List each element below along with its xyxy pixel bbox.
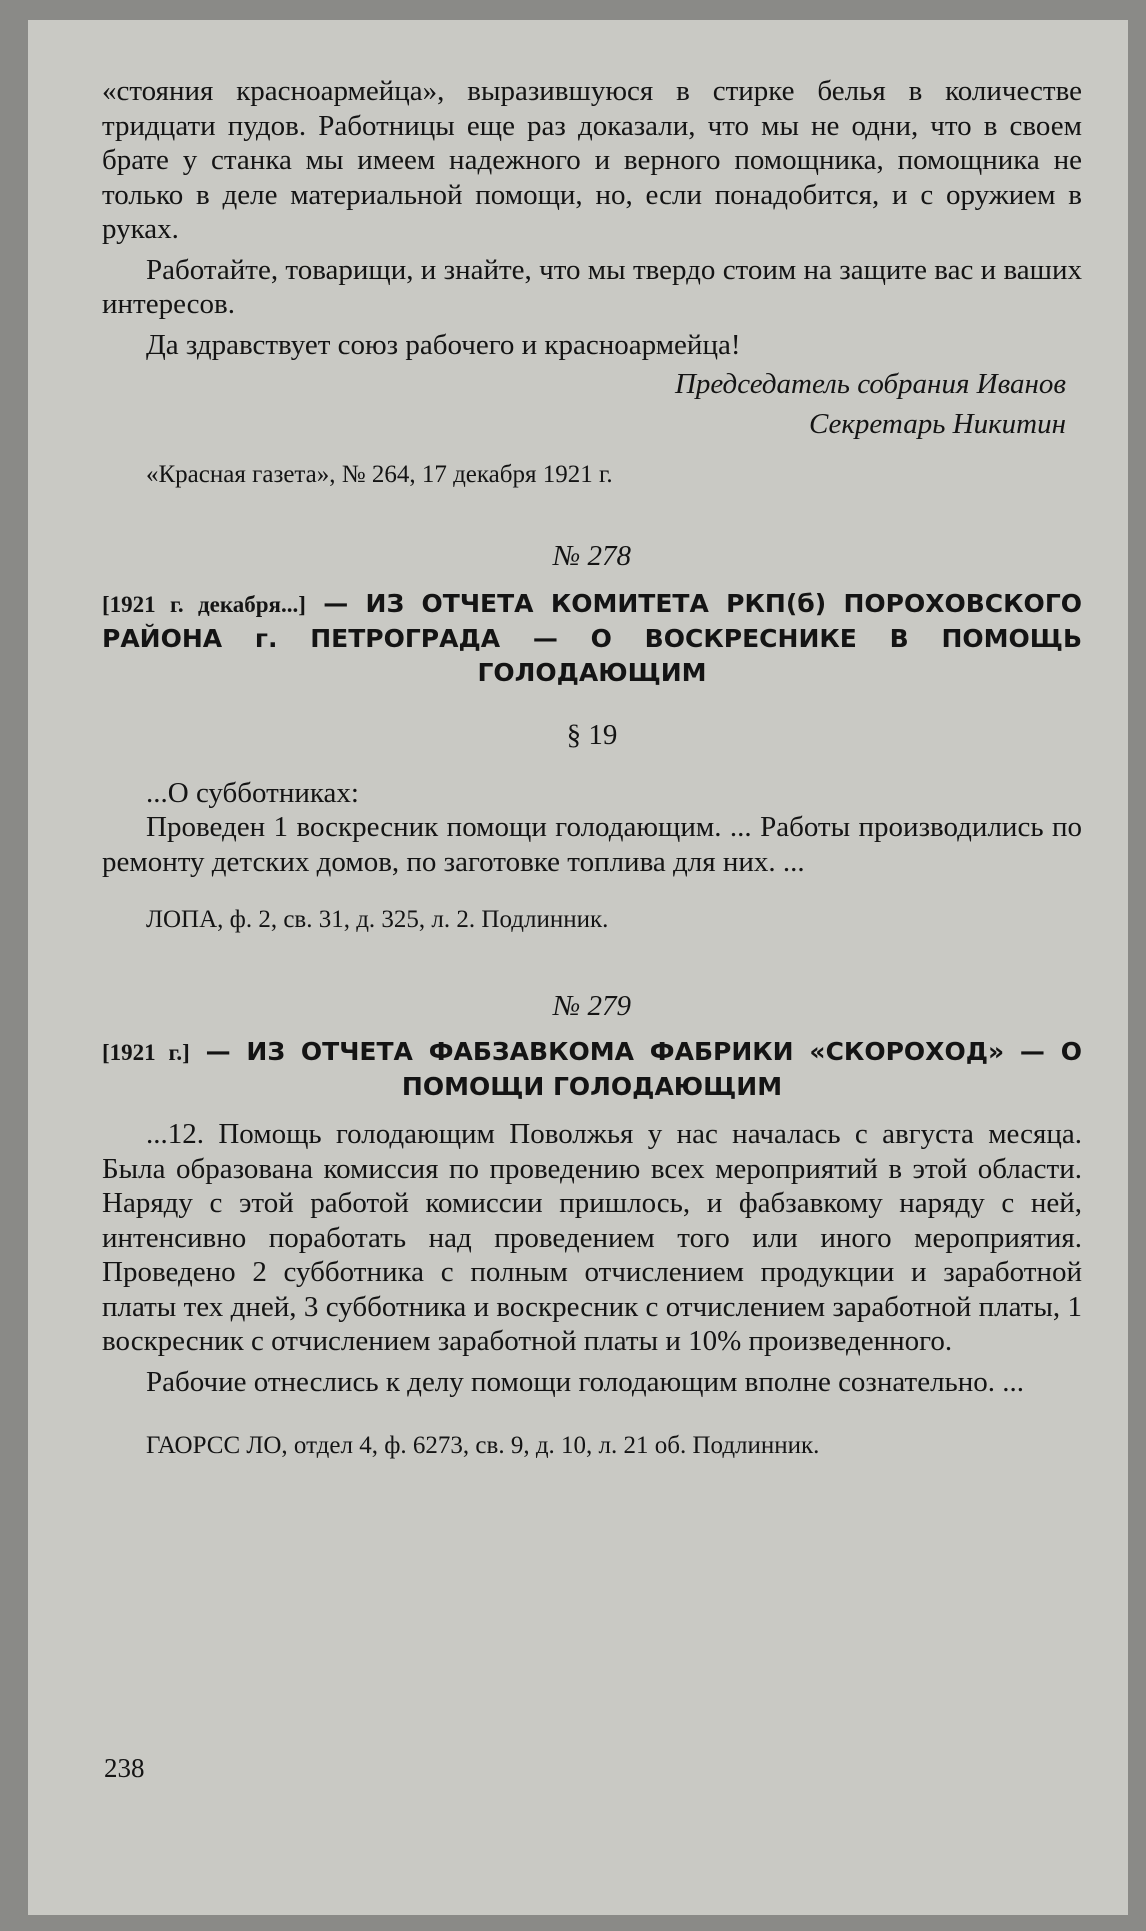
document-heading-279 (102, 1035, 1082, 1104)
paragraph-subbotniks: ...О субботниках: (146, 776, 359, 809)
signature-secretary: Секретарь Никитин (808, 407, 1066, 440)
book-page (28, 20, 1128, 1915)
paragraph-workers: Работайте, товарищи, и знайте, что мы твердо стоим на защите вас и ваших интересов. (102, 253, 1082, 320)
document-title-278: — ИЗ ОТЧЕТА КОМИТЕТА РКП(б) ПОРОХОВСКОГО РАЙОНА г. ПЕТРОГРАДА — О ВОСКРЕСНИКЕ В ПОМОЩЬ ГОЛОДАЮЩИМ (102, 589, 1082, 687)
paragraph-volga-help: ...12. Помощь голодающим Поволжья у нас началась с августа месяца. Была образована комиссия по проведению всех мероприятий в этой области. Наряду с этой работой комиссии пришлось, и фабзавкому наряду с ней, интенсивно поработать над проведением того или иного мероприятия. Проведено 2 субботника с полным отчислением продукции и заработной платы тех дней, 3 субботника и воскресник с отчислением заработной платы, 1 воскресник с отчислением заработной платы и 10% произведенного. (102, 1118, 1082, 1357)
document-number-278: № 278 (552, 539, 632, 572)
document-heading-278 (102, 587, 1082, 690)
paragraph-workers-attitude: Рабочие отнеслись к делу помощи голодающим вполне сознательно. ... (146, 1365, 1025, 1398)
paragraph-continued: «стояния красноармейца», выразившуюся в стирке белья в количестве тридцати пудов. Работницы еще раз доказали, что мы не одни, что в своем брате у станка мы имеем надежного и верного помощника, помощника не только в деле материальной помощи, но, если понадобится, и с оружием в руках. (102, 75, 1082, 245)
document-title-279: — ИЗ ОТЧЕТА ФАБЗАВКОМА ФАБРИКИ «СКОРОХОД» — О ПОМОЩИ ГОЛОДАЮЩИМ (205, 1037, 1082, 1101)
document-date-278: [1921 г. декабря...] (102, 592, 306, 617)
source-lopa: ЛОПА, ф. 2, св. 31, д. 325, л. 2. Подлинник. (146, 906, 609, 933)
document-number-279: № 279 (552, 989, 632, 1022)
paragraph-voskresnik: Проведен 1 воскресник помощи голодающим. ... Работы производились по ремонту детских домов, по заготовке топлива для них. ... (102, 811, 1082, 878)
signature-chairman: Председатель собрания Иванов (674, 368, 1066, 400)
document-date-279: [1921 г.] (102, 1040, 190, 1065)
page-number: 238 (104, 1753, 145, 1783)
section-mark: § 19 (566, 719, 618, 751)
source-gaorss: ГАОРСС ЛО, отдел 4, ф. 6273, св. 9, д. 10, л. 21 об. Подлинник. (146, 1432, 820, 1459)
paragraph-slogan: Да здравствует союз рабочего и красноармейца! (146, 328, 741, 361)
source-krasnaya-gazeta: «Красная газета», № 264, 17 декабря 1921 г. (146, 461, 613, 488)
page-text (102, 74, 1082, 1464)
